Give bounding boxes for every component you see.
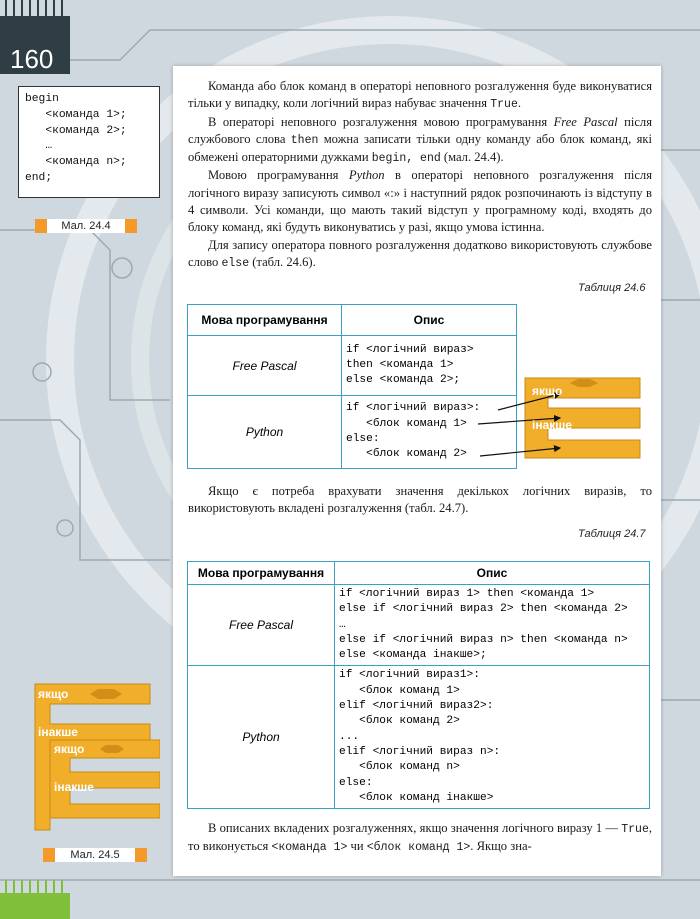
- table-24-7-caption: Таблиця 24.7: [578, 528, 646, 540]
- body-text-top: [188, 78, 652, 272]
- paragraph: Команда або блок команд в операторі неповного розгалуження буде виконуватися тільки у випадку, коли логічний вираз набуває значення True.: [188, 79, 652, 112]
- table-row: Python if <логічний вираз1>: <блок команд 1> elif <логічний вираз2>: <блок команд 2> ... elif <логічний вираз n>: <блок команд n> else: <блок команд інакше>: [188, 666, 650, 809]
- table-header: Опис: [335, 562, 650, 585]
- scratch-if-label: якщо: [38, 687, 69, 701]
- paragraph: Мовою програмування Python в операторі неповного розгалуження після логічного виразу записують символ «:» і наступний рядок розпочинають із відступу в 4 символи. Усі команди, що мають такий відступ у програмному коді, входять до блоку команд, які будуть виконуватись у разі, якщо умова істинна.: [188, 168, 652, 235]
- table-row: Free Pascal if <логічний вираз> then <команда 1> else <команда 2>;: [188, 336, 517, 396]
- figure-24-4-code: [18, 86, 160, 198]
- code-line: <команда 2>;: [25, 124, 127, 137]
- table-header: Мова програмування: [188, 305, 342, 336]
- figure-24-5-caption: Мал. 24.5: [55, 848, 135, 862]
- paragraph: Для запису оператора повного розгалуження додатково використовують службове слово else (табл. 24.6).: [188, 237, 652, 270]
- table-row: Python if <логічний вираз>: <блок команд 1> else: <блок команд 2>: [188, 396, 517, 469]
- code-line: <команда 1>;: [25, 108, 127, 121]
- table-24-7: [187, 561, 650, 809]
- scratch-else-label: інакше: [532, 418, 572, 432]
- scratch-nested-blocks: [30, 680, 160, 840]
- code-line: end;: [25, 171, 53, 184]
- scratch-else-label: інакше: [38, 725, 78, 739]
- table-header: Мова програмування: [188, 562, 335, 585]
- paragraph: В операторі неповного розгалуження мовою програмування Free Pascal після службового слова then можна записати тільки одну команду або блок команд, які обмежені операторними дужками begin, end (мал. 24.4).: [188, 114, 652, 166]
- table-header: Опис: [342, 305, 517, 336]
- code-line: …: [25, 140, 53, 153]
- paragraph: В описаних вкладених розгалуженнях, якщо значення логічного виразу 1 — True, то виконується <команда 1> чи <блок команд 1>. Якщо зна-: [188, 821, 652, 855]
- scratch-else-label: інакше: [54, 780, 94, 794]
- scratch-if-label: якщо: [532, 384, 563, 398]
- figure-24-4-caption: Мал. 24.4: [47, 219, 125, 233]
- page-number: 160: [10, 44, 54, 74]
- code-line: begin: [25, 93, 59, 105]
- table-24-6-caption: Таблиця 24.6: [578, 282, 646, 294]
- body-text-middle: [188, 483, 652, 518]
- scratch-if-label: якщо: [54, 742, 85, 756]
- paragraph: Якщо є потреба врахувати значення декількох логічних виразів, то використовують вкладені розгалуження (табл. 24.7).: [188, 484, 652, 516]
- body-text-bottom: [188, 820, 652, 857]
- code-line: <команда n>;: [25, 156, 127, 169]
- table-row: Free Pascal if <логічний вираз 1> then <команда 1> else if <логічний вираз 2> then <команда 2> … else if <логічний вираз n> then <команда n> else <команда інакше>;: [188, 585, 650, 666]
